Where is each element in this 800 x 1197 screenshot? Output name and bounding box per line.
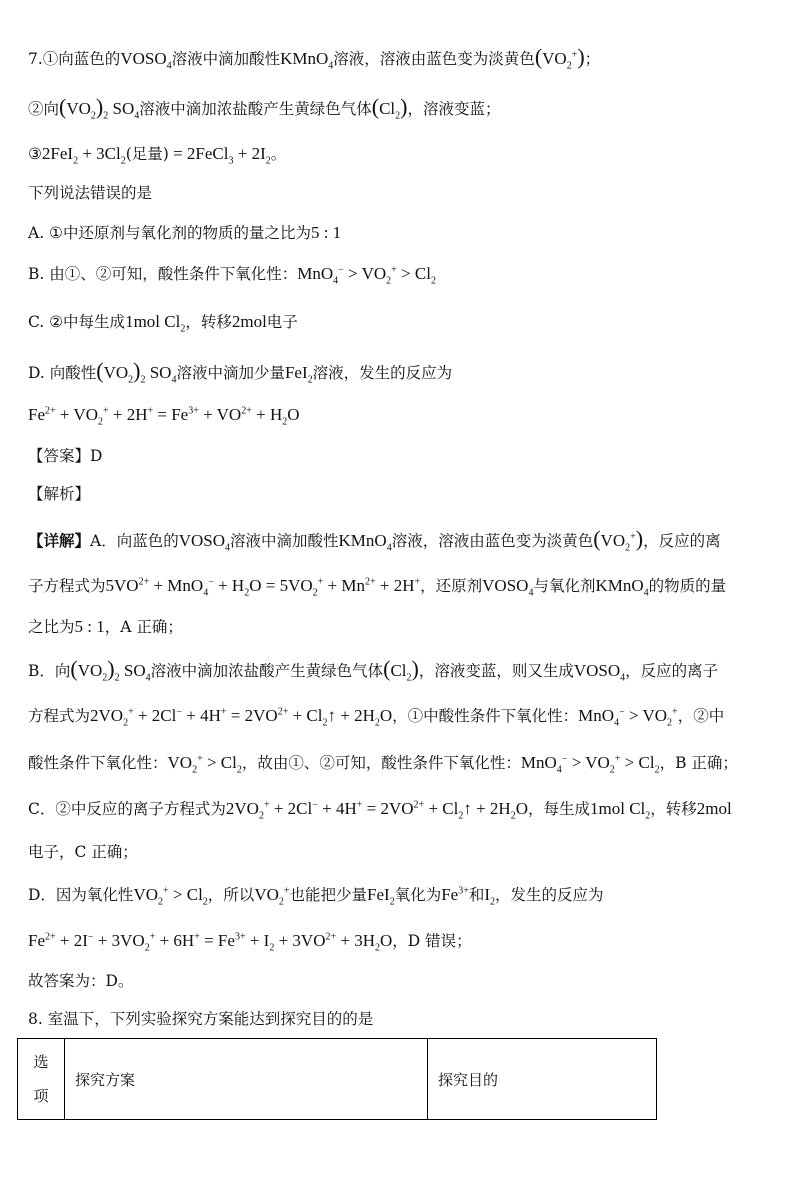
q8-stem: 8. 室温下，下列实验探究方案能达到探究目的的是: [28, 1010, 374, 1028]
conclusion: 故答案为：D。: [28, 972, 134, 990]
explanation-b-line2: 方程式为$2VO_2^+ + 2Cl^- + 4H^+ = 2VO^{2+}$ + $Cl_2↑ + 2H_2O$，①中酸性条件下氧化性：$MnO_4^- > VO_2^+$，②中: [28, 706, 725, 729]
analysis-label: 【解析】: [28, 485, 91, 503]
explanation-d-equation: $Fe^{2+} + 2I^- + 3VO_2^+ + 6H^+ = Fe^{3+} + I_2 + 3VO^{2+} + 3H_2O$，D 错误；: [28, 931, 472, 954]
q7-option-a: A. ①中还原剂与氧化剂的物质的量之比为5 : 1: [28, 223, 342, 242]
q7-option-b: B. 由①、②可知，酸性条件下氧化性：$MnO_4^- > VO_2^+ > Cl_2$: [28, 264, 436, 287]
explanation-d-line1: D．因为氧化性$VO_2^+ > Cl_2$，所以$VO_2^+$也能把少量FeI$_2$氧化为$Fe^{3+}$和$I_2$，发生的反应为: [28, 885, 604, 908]
explanation-a-line2: 子方程式为$5VO^{2+} + MnO_4^- + H_2O = 5VO_2^+ + Mn^{2+} + 2H^+$，还原剂$VOSO_4$与氧化剂KMnO$_4$的物质的量: [28, 576, 727, 599]
explanation-b-line1: B．向$(VO_2)_2$ $SO_4$溶液中滴加浓盐酸产生黄绿色气体$(Cl_2)$，溶液变蓝，则又生成$VOSO_4$，反应的离子: [28, 656, 719, 684]
answer-label: 【答案】D: [28, 447, 103, 465]
q7-stmt1: 7.①向蓝色的$VOSO_4$溶液中滴加酸性KMnO$_4$溶液，溶液由蓝色变为淡黄色$(VO_2^+)$；: [28, 44, 601, 72]
header-scheme-cell: 探究方案: [65, 1039, 428, 1120]
q7-stmt3: ③2FeI$_2$ + $3Cl_2$(足量) = 2FeCl$_3$ + $2I_2$。: [28, 144, 287, 167]
explanation-c-line2: 电子，C 正确；: [28, 843, 138, 861]
q8-options-table: [17, 1038, 657, 1120]
q7-question: 下列说法错误的是: [28, 184, 153, 202]
header-purpose-cell: 探究目的: [428, 1039, 657, 1120]
explanation-c-line1: C．②中反应的离子方程式为$2VO_2^+ + 2Cl^- + 4H^+ = 2VO^{2+}$ + $Cl_2↑ + 2H_2O$，每生成1mol $Cl_2$，转移2mol: [28, 799, 732, 822]
table-header-row: [18, 1039, 657, 1120]
q7-stmt2: ②向$(VO_2)_2$ $SO_4$溶液中滴加浓盐酸产生黄绿色气体$(Cl_2)$，溶液变蓝；: [28, 94, 501, 122]
explanation-b-line3: 酸性条件下氧化性：$VO_2^+ > Cl_2$，故由①、②可知，酸性条件下氧化性：$MnO_4^- > VO_2^+ > Cl_2$，B 正确；: [28, 753, 738, 776]
header-option-cell: 选 项: [18, 1039, 65, 1120]
q7-option-c: C. ②中每生成1mol $Cl_2$，转移2mol电子: [28, 312, 298, 335]
q7-option-d-equation: $Fe^{2+} + VO_2^+ + 2H^+ = Fe^{3+} + VO^{2+} + H_2O$: [28, 405, 300, 428]
q7-option-d: D. 向酸性$(VO_2)_2$ $SO_4$溶液中滴加少量FeI$_2$溶液，发生的反应为: [28, 358, 453, 386]
explanation-a-line3: 之比为5 : 1，A 正确；: [28, 617, 183, 636]
explanation-a-line1: 【详解】A．向蓝色的$VOSO_4$溶液中滴加酸性KMnO$_4$溶液，溶液由蓝色变为淡黄色$(VO_2^+)$，反应的离: [28, 526, 721, 554]
